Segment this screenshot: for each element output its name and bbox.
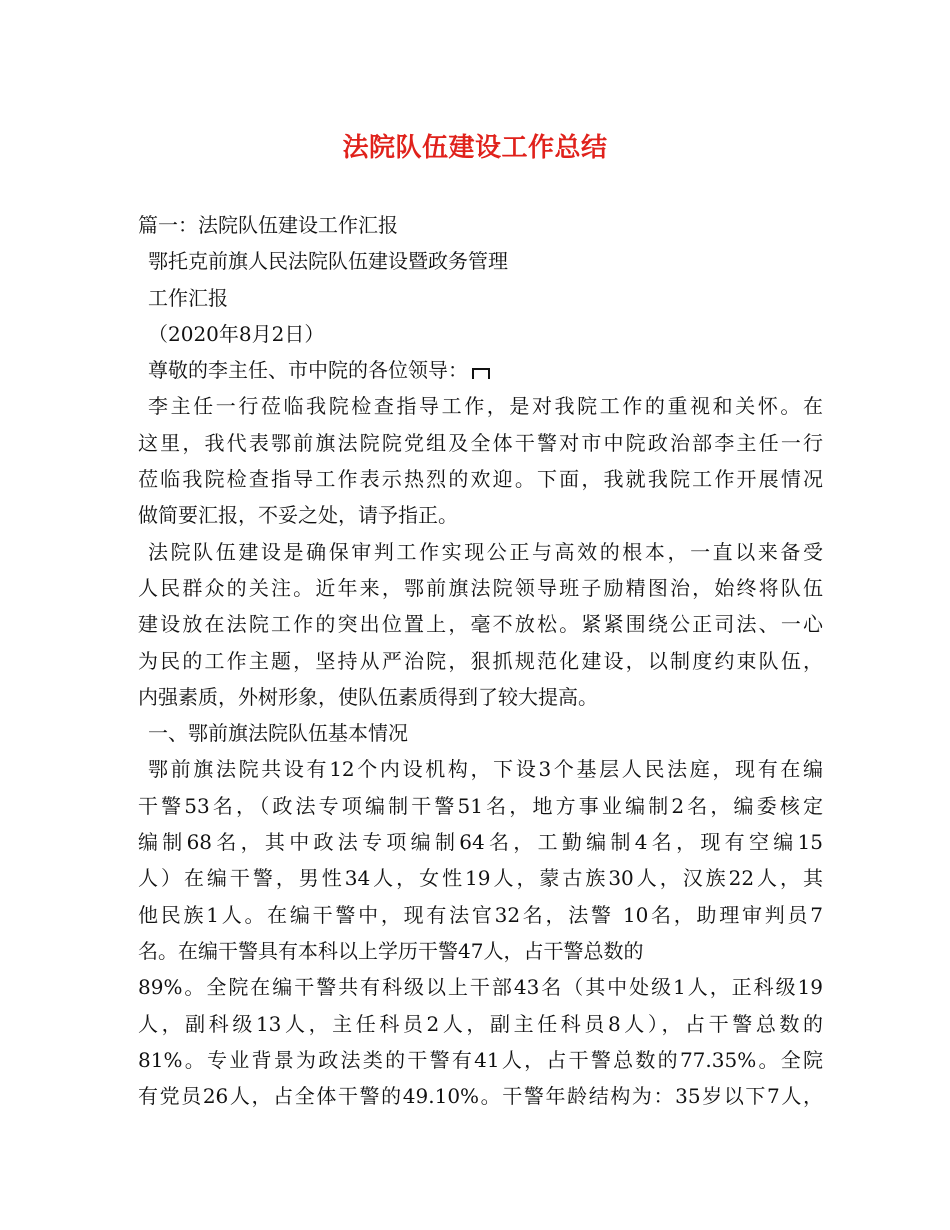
- text-line: 为民的工作主题，坚持从严治院，狠抓规范化建设，以制度约束队伍，: [138, 648, 823, 673]
- text-line: 鄂前旗法院共设有12个内设机构，下设3个基层人民法庭，现有在编: [148, 757, 823, 782]
- text-line: 人民群众的关注。近年来，鄂前旗法院领导班子励精图治，始终将队伍: [138, 575, 823, 600]
- text-line: 人）在编干警，男性34人，女性19人，蒙古族30人，汉族22人，其: [138, 866, 823, 891]
- text-line: 莅临我院检查指导工作表示热烈的欢迎。下面，我就我院工作开展情况: [138, 467, 823, 492]
- text-line: 名。在编干警具有本科以上学历干警47人，占干警总数的: [138, 938, 644, 963]
- text-line: 人，副科级13人，主任科员2人，副主任科员8人），占干警总数的: [138, 1011, 823, 1036]
- text-line-salutation: [138, 352, 823, 388]
- text-line: 编制68名，其中政法专项编制64名，工勤编制4名，现有空编15: [138, 830, 823, 855]
- document-body: [138, 207, 823, 1114]
- text-line: 做简要汇报，不妥之处，请予指正。: [138, 503, 458, 528]
- text-line: 89%。全院在编干警共有科级以上干部43名（其中处级1人，正科级19: [138, 975, 823, 1000]
- text-line: 工作汇报: [148, 285, 228, 310]
- text-line: （2020年8月2日）: [148, 321, 325, 346]
- edit-mark-icon: [472, 368, 490, 379]
- text-line: 他民族1人。在编干警中，现有法官32名，法警 10名，助理审判员7: [138, 902, 823, 927]
- text-line: 有党员26人，占全体干警的49.10%。干警年龄结构为：35岁以下7人，: [138, 1084, 823, 1109]
- text-line: 李主任一行莅临我院检查指导工作，是对我院工作的重视和关怀。在: [148, 394, 823, 419]
- text-line: 篇一：法院队伍建设工作汇报: [138, 213, 398, 237]
- text-line: 内强素质，外树形象，使队伍素质得到了较大提高。: [138, 684, 598, 709]
- document-title: 法院队伍建设工作总结: [342, 133, 608, 163]
- text-line: 这里，我代表鄂前旗法院院党组及全体干警对市中院政治部李主任一行: [138, 430, 823, 455]
- text-line: 鄂托克前旗人民法院队伍建设暨政务管理: [148, 249, 508, 274]
- text-line: 建设放在法院工作的突出位置上，毫不放松。紧紧围绕公正司法、一心: [138, 612, 823, 637]
- text-line: 81%。专业背景为政法类的干警有41人，占干警总数的77.35%。全院: [138, 1047, 823, 1072]
- text-line: 一、鄂前旗法院队伍基本情况: [148, 721, 408, 746]
- text-line: 法院队伍建设是确保审判工作实现公正与高效的根本，一直以来备受: [148, 539, 823, 564]
- salutation-text: 尊敬的李主任、市中院的各位领导：: [148, 358, 468, 383]
- text-line: 干警53名，（政法专项编制干警51名，地方事业编制2名，编委核定: [138, 793, 823, 818]
